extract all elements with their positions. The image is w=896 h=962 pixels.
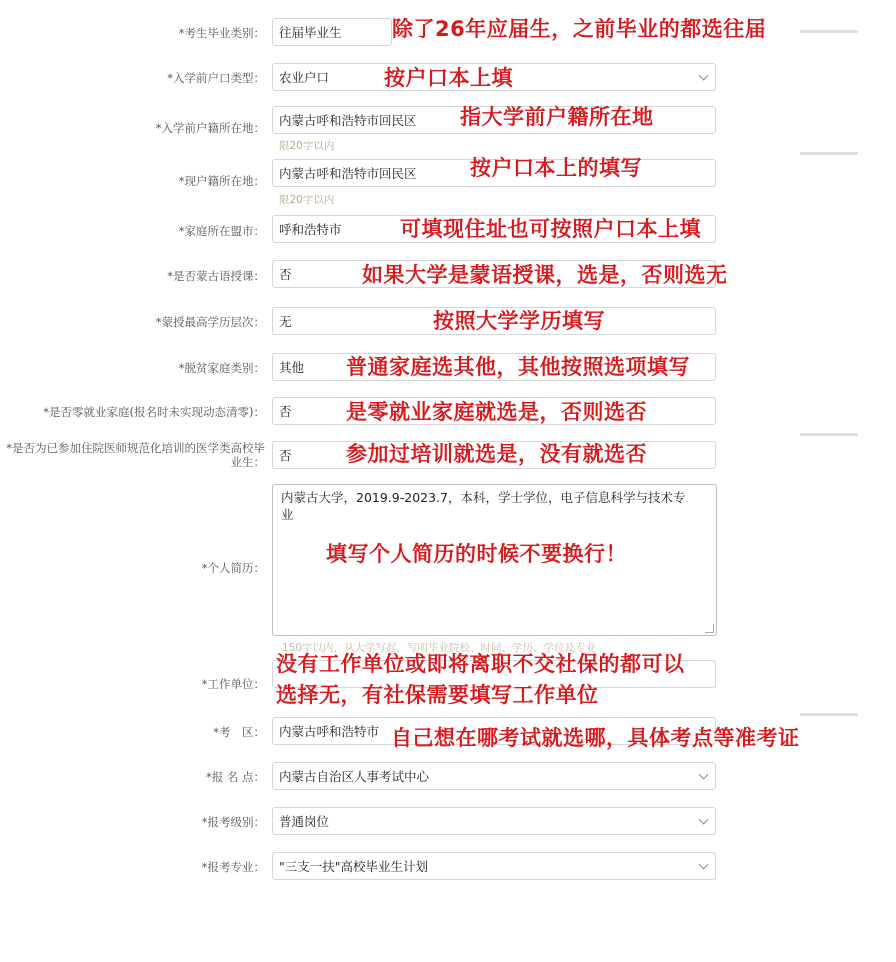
poverty-value: 其他 [279, 360, 305, 375]
resume-hint: 150字以内，从大学写起，写明毕业院校、时间、学历、学位及专业 [282, 642, 597, 654]
family-city-note: 可填现住址也可按照户口本上填 [400, 217, 701, 241]
chevron-down-icon [699, 860, 709, 870]
row-marker [800, 30, 858, 33]
major-label: *报考专业： [201, 860, 265, 874]
workplace-label: *工作单位： [201, 677, 265, 691]
hukou-type-label: *入学前户口类型： [167, 71, 265, 85]
hukou-type-value: 农业户口 [279, 70, 330, 85]
residency-training-label: *是否为已参加住院医师规范化培训的医学类高校毕业生： [6, 441, 265, 469]
family-city-value: 呼和浩特市 [279, 222, 342, 237]
current-hukou-label: *现户籍所在地： [178, 174, 265, 188]
reg-point-label: *报 名 点： [205, 770, 265, 784]
hukou-location-value: 内蒙古呼和浩特市回民区 [279, 113, 417, 128]
mongolian-label: *是否蒙古语授课： [167, 269, 265, 283]
exam-area-note: 自己想在哪考试就选哪，具体考点等准考证 [391, 726, 800, 750]
current-hukou-note: 按户口本上的填写 [470, 156, 642, 180]
row-marker [800, 713, 858, 716]
level-select[interactable] [272, 807, 716, 835]
level-label: *报考级别： [201, 815, 265, 829]
chevron-down-icon [699, 770, 709, 780]
resize-grip-icon[interactable] [705, 624, 714, 633]
residency-training-value: 否 [279, 448, 292, 463]
mongolian-note: 如果大学是蒙语授课，选是，否则选无 [362, 263, 728, 287]
resume-note: 填写个人简历的时候不要换行！ [326, 542, 627, 566]
major-value: "三支一扶"高校毕业生计划 [279, 859, 428, 874]
workplace-note-line2: 选择无，有社保需要填写工作单位 [276, 683, 599, 707]
family-city-label: *家庭所在盟市： [178, 224, 265, 238]
poverty-label: *脱贫家庭类别： [178, 361, 265, 375]
zero-employment-value: 否 [279, 404, 292, 419]
grad-type-label: *考生毕业类别： [178, 26, 265, 40]
reg-point-select[interactable] [272, 762, 716, 790]
hukou-type-note: 按户口本上填 [384, 66, 513, 90]
chevron-down-icon [699, 71, 709, 81]
workplace-note-line1: 没有工作单位或即将离职不交社保的都可以 [276, 652, 685, 676]
zero-employment-note: 是零就业家庭就选是，否则选否 [346, 400, 647, 424]
hukou-location-label: *入学前户籍所在地： [155, 121, 265, 135]
exam-area-label: *考 区： [213, 725, 265, 739]
mongolian-level-label: *蒙授最高学历层次： [155, 315, 265, 329]
row-marker [800, 433, 858, 436]
hukou-location-note: 指大学前户籍所在地 [460, 105, 654, 129]
major-select[interactable] [272, 852, 716, 880]
poverty-note: 普通家庭选其他，其他按照选项填写 [346, 355, 690, 379]
resume-value: 内蒙古大学，2019.9-2023.7，本科，学士学位，电子信息科学与技术专业 [281, 490, 686, 522]
chevron-down-icon [699, 815, 709, 825]
mongolian-level-note: 按照大学学历填写 [433, 309, 605, 333]
resume-label: *个人简历： [201, 561, 265, 575]
grad-type-note: 除了26年应届生，之前毕业的都选往届 [392, 17, 767, 41]
mongolian-level-value: 无 [279, 314, 292, 329]
current-hukou-hint: 限20字以内 [279, 194, 335, 206]
grad-type-input[interactable] [272, 18, 392, 46]
mongolian-value: 否 [279, 267, 292, 282]
exam-area-value: 内蒙古呼和浩特市 [279, 724, 380, 739]
reg-point-value: 内蒙古自治区人事考试中心 [279, 769, 430, 784]
zero-employment-label: *是否零就业家庭(报名时未实现动态清零)： [43, 405, 265, 419]
level-value: 普通岗位 [279, 814, 330, 829]
current-hukou-value: 内蒙古呼和浩特市回民区 [279, 166, 417, 181]
row-marker [800, 152, 858, 155]
hukou-location-hint: 限20字以内 [279, 140, 335, 152]
residency-training-note: 参加过培训就选是，没有就选否 [346, 442, 647, 466]
grad-type-value: 往届毕业生 [279, 25, 342, 40]
